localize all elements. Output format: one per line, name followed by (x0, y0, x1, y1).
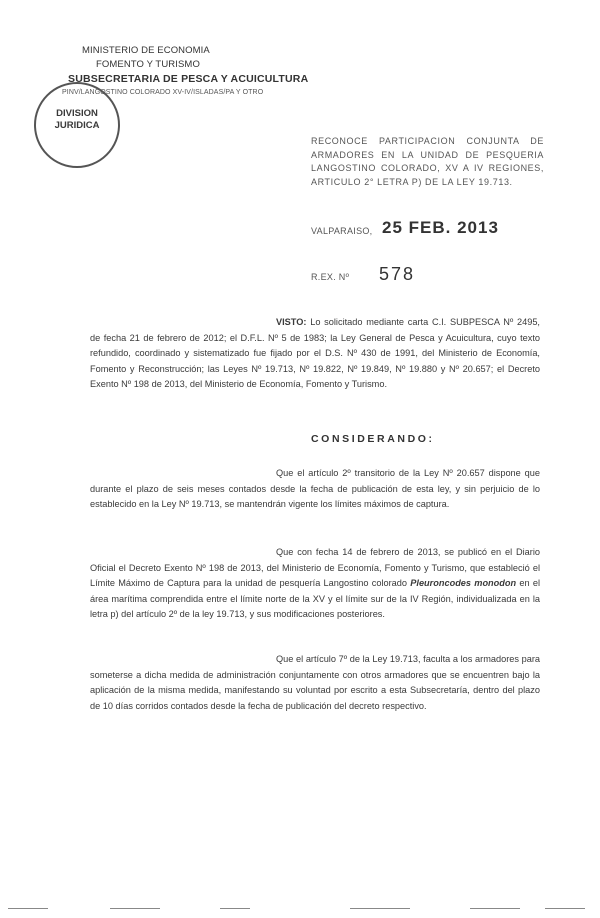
reference-text: RECONOCE PARTICIPACION CONJUNTA DE ARMADORES EN LA UNIDAD DE PESQUERIA LANGOSTINO COLORADO, XV A IV REGIONES, ARTICULO 2° LETRA P) DE LA LEY 19.713. (311, 136, 544, 187)
letterhead-ministry-2: FOMENTO Y TURISMO (96, 59, 200, 70)
stamp-line-1: DIVISION (56, 108, 98, 119)
resolution-label: R.EX. Nº (311, 272, 350, 282)
considerando-heading: CONSIDERANDO: (311, 433, 435, 445)
species-name: Pleuroncodes monodon (410, 578, 517, 588)
considerando-paragraph-2 (90, 545, 540, 623)
date-value: 25 FEB. 2013 (382, 218, 499, 237)
letterhead-subsecretaria: SUBSECRETARIA DE PESCA Y ACUICULTURA (68, 73, 309, 85)
reference-summary (311, 135, 544, 189)
scan-footer-marks (0, 908, 600, 912)
considerando-paragraph-3 (90, 652, 540, 714)
considerando-text-2b: en el área marítima comprendida entre el límite norte de la XV y el límite sur de la IV Región, individualizada en la letra p) del artículo 2º de la ley 19.713, y sus modificaciones posteriores. (90, 578, 540, 619)
date-place: VALPARAISO, (311, 226, 373, 236)
considerando-text-2a: Que con fecha 14 de febrero de 2013, se publicó en el Diario Oficial el Decreto Exento Nº 198 de 2013, del Ministerio de Economía, Fomento y Turismo, que estableció el Límite Máximo de Captura para la unidad de pesquería Langostino colorado (90, 547, 540, 588)
resolution-number: 578 (379, 264, 416, 284)
considerando-paragraph-1 (90, 466, 540, 513)
visto-label: VISTO: (276, 317, 307, 327)
stamp-line-2: JURIDICA (54, 120, 100, 131)
visto-paragraph (90, 315, 540, 393)
considerando-text-3: Que el artículo 7º de la Ley 19.713, faculta a los armadores para someterse a dicha medida de administración conjuntamente con otros armadores que se encuentren bajo la aplicación de la misma medida, manifestando su voluntad por escrito a esta Subsecretaría, dentro del plazo de 10 días corridos contados desde la fecha de publicación del decreto respectivo. (90, 654, 540, 711)
division-stamp (34, 82, 120, 168)
letterhead-unit-line: PINV/LANGOSTINO COLORADO XV-IV/ISLADAS/PA Y OTRO (62, 89, 264, 96)
visto-text: Lo solicitado mediante carta C.I. SUBPESCA Nº 2495, de fecha 21 de febrero de 2012; el D.F.L. Nº 5 de 1983; la Ley General de Pesca y Acuicultura, cuyo texto refundido, coordinado y sistematizado fue fijado por el D.S. Nº 430 de 1991, del Ministerio de Economía, Fomento y Reconstrucción; las Leyes Nº 19.713, Nº 19.822, Nº 19.849, Nº 19.880 y Nº 20.657; el Decreto Exento Nº 198 de 2013, del Ministerio de Economía, Fomento y Turismo. (90, 317, 540, 389)
considerando-text-1: Que el artículo 2º transitorio de la Ley Nº 20.657 dispone que durante el plazo de seis meses contados desde la fecha de publicación de esta ley, y sin perjuicio de lo establecido en la Ley Nº 19.713, se mantendrán vigente los límites máximos de captura. (90, 468, 540, 509)
letterhead-ministry: MINISTERIO DE ECONOMIA (82, 45, 210, 56)
